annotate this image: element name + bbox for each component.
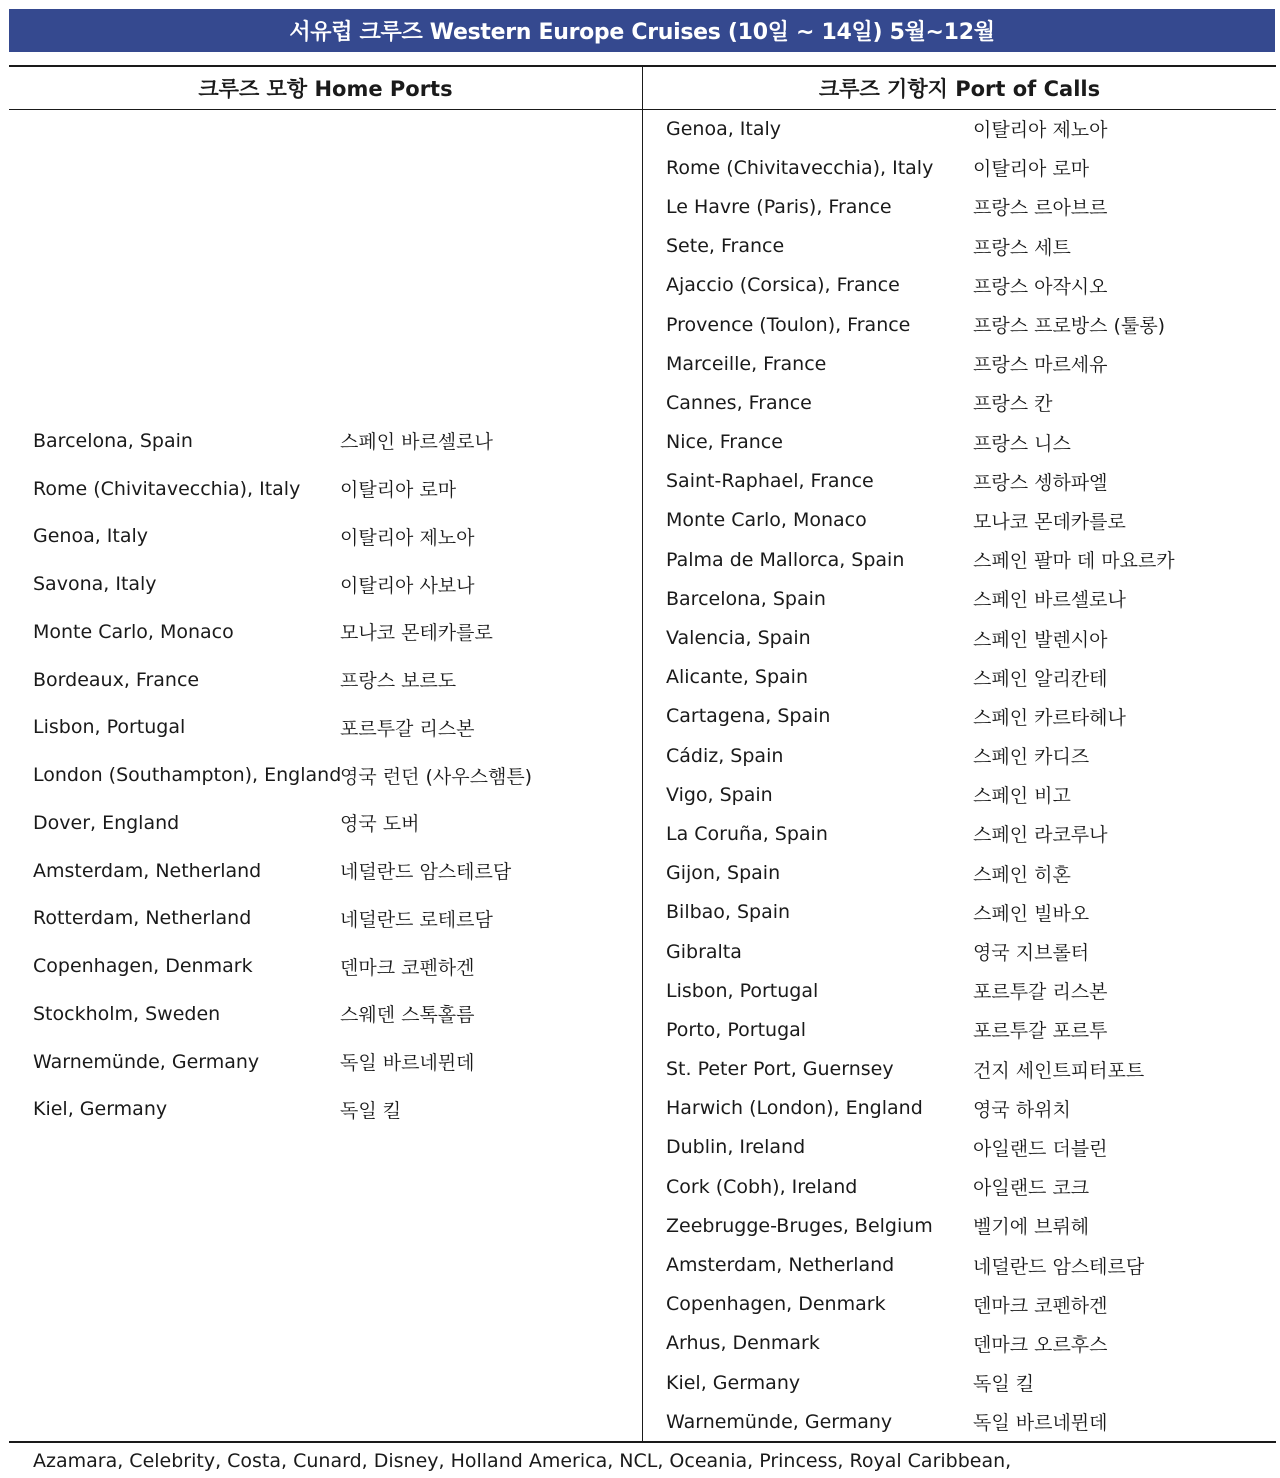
port-name-en: Nice, France	[666, 431, 783, 454]
port-name-en: Dover, England	[33, 811, 180, 834]
list-item	[666, 814, 1175, 853]
port-name-ko: 포르투갈 포르투	[973, 1020, 1108, 1043]
port-name-ko: 프랑스 셍하파엘	[973, 471, 1108, 494]
list-item	[33, 799, 532, 847]
port-name-en: Copenhagen, Denmark	[33, 955, 253, 978]
port-name-ko: 포르투갈 리스본	[340, 717, 475, 740]
list-item	[666, 1324, 1175, 1363]
port-name-en: Genoa, Italy	[33, 525, 149, 548]
port-name-ko: 스페인 바르셀로나	[340, 431, 493, 454]
port-name-ko: 스페인 발렌시아	[973, 628, 1108, 651]
port-name-ko: 스페인 카르타헤나	[973, 706, 1126, 729]
port-name-ko: 프랑스 세트	[973, 236, 1071, 259]
list-item	[666, 1167, 1175, 1206]
list-item	[33, 417, 532, 465]
port-name-en: Valencia, Spain	[666, 627, 811, 650]
list-item	[33, 513, 532, 561]
list-item	[666, 1402, 1175, 1441]
port-name-en: Sete, France	[666, 235, 785, 258]
home-ports-list	[33, 417, 532, 1133]
port-name-ko: 스페인 팔마 데 마요르카	[973, 550, 1175, 573]
list-item	[666, 305, 1175, 344]
list-item	[666, 383, 1175, 422]
cruise-lines-footer: Azamara, Celebrity, Costa, Cunard, Disney, Holland America, NCL, Oceania, Princess, Royal Caribbean,	[33, 1450, 1012, 1472]
port-of-calls-list	[666, 109, 1175, 1441]
list-item	[666, 462, 1175, 501]
port-name-en: Alicante, Spain	[666, 666, 808, 689]
list-item	[666, 618, 1175, 657]
port-name-ko: 이탈리아 제노아	[340, 526, 475, 549]
list-item	[666, 736, 1175, 775]
port-name-ko: 모나코 몬테카를로	[340, 622, 493, 645]
port-name-ko: 영국 하위치	[973, 1098, 1071, 1121]
list-item	[666, 1128, 1175, 1167]
port-name-ko: 프랑스 프로방스 (툴롱)	[973, 315, 1166, 338]
list-item	[33, 895, 532, 943]
port-name-ko: 스페인 카디즈	[973, 746, 1090, 769]
list-item	[666, 1285, 1175, 1324]
port-name-en: Barcelona, Spain	[666, 587, 826, 610]
port-name-ko: 프랑스 보르도	[340, 670, 457, 693]
port-name-en: Harwich (London), England	[666, 1097, 923, 1120]
port-name-en: Ajaccio (Corsica), France	[666, 274, 900, 297]
port-name-ko: 네덜란드 암스테르담	[973, 1255, 1145, 1278]
port-name-ko: 네덜란드 로테르담	[340, 908, 493, 931]
list-item	[666, 1010, 1175, 1049]
port-name-en: Lisbon, Portugal	[666, 979, 819, 1002]
port-name-ko: 독일 킬	[340, 1099, 402, 1122]
list-item	[666, 1089, 1175, 1128]
port-name-en: Barcelona, Spain	[33, 429, 193, 452]
port-name-ko: 프랑스 르아브르	[973, 197, 1108, 220]
port-name-ko: 건지 세인트피터포트	[973, 1059, 1145, 1082]
port-name-ko: 독일 킬	[973, 1373, 1035, 1396]
port-name-ko: 이탈리아 로마	[340, 479, 457, 502]
port-name-en: Rome (Chivitavecchia), Italy	[33, 477, 301, 500]
port-name-ko: 네덜란드 암스테르담	[340, 861, 512, 884]
page-title: 서유럽 크루즈 Western Europe Cruises (10일 ~ 14일) 5월~12월	[289, 20, 995, 45]
port-name-en: Rotterdam, Netherland	[33, 907, 252, 930]
port-name-en: Lisbon, Portugal	[33, 716, 186, 739]
list-item	[33, 847, 532, 895]
list-item	[666, 1363, 1175, 1402]
port-name-ko: 프랑스 아작시오	[973, 275, 1108, 298]
port-name-ko: 아일랜드 코크	[973, 1177, 1090, 1200]
list-item	[666, 1050, 1175, 1089]
list-item	[33, 990, 532, 1038]
list-item	[666, 266, 1175, 305]
port-name-ko: 이탈리아 제노아	[973, 119, 1108, 142]
port-name-en: Monte Carlo, Monaco	[33, 620, 234, 643]
port-name-en: La Coruña, Spain	[666, 822, 828, 845]
port-name-en: Vigo, Spain	[666, 783, 773, 806]
list-item	[666, 893, 1175, 932]
port-of-calls-header	[643, 66, 1276, 110]
port-name-ko: 스페인 히혼	[973, 863, 1071, 886]
port-name-en: Stockholm, Sweden	[33, 1002, 221, 1025]
port-name-ko: 스페인 비고	[973, 785, 1071, 808]
port-name-en: Cannes, France	[666, 391, 812, 414]
port-name-en: Zeebrugge-Bruges, Belgium	[666, 1214, 933, 1237]
port-name-en: Genoa, Italy	[666, 117, 782, 140]
list-item	[666, 344, 1175, 383]
port-name-ko: 모나코 몬데카를로	[973, 510, 1126, 533]
port-name-en: Amsterdam, Netherland	[33, 859, 262, 882]
port-name-en: Saint-Raphael, France	[666, 470, 874, 493]
port-name-en: Warnemünde, Germany	[33, 1050, 260, 1073]
port-name-en: Provence (Toulon), France	[666, 313, 911, 336]
home-ports-header-label: 크루즈 모항 Home Ports	[198, 77, 453, 101]
port-name-ko: 스페인 알리칸테	[973, 667, 1108, 690]
list-item	[666, 971, 1175, 1010]
port-name-en: Savona, Italy	[33, 573, 157, 596]
port-name-en: Gibralta	[666, 940, 742, 963]
list-item	[666, 854, 1175, 893]
port-name-ko: 아일랜드 더블린	[973, 1137, 1108, 1160]
port-name-ko: 프랑스 마르세유	[973, 354, 1108, 377]
port-name-en: Palma de Mallorca, Spain	[666, 548, 905, 571]
list-item	[33, 465, 532, 513]
port-name-en: Copenhagen, Denmark	[666, 1293, 886, 1316]
list-item	[666, 775, 1175, 814]
port-name-en: Warnemünde, Germany	[666, 1410, 893, 1433]
port-name-en: Le Havre (Paris), France	[666, 195, 892, 218]
list-item	[33, 942, 532, 990]
port-name-en: Kiel, Germany	[33, 1098, 168, 1121]
title-banner	[9, 9, 1275, 52]
port-name-ko: 스페인 라코루나	[973, 824, 1108, 847]
port-name-en: Dublin, Ireland	[666, 1136, 806, 1159]
port-name-en: Rome (Chivitavecchia), Italy	[666, 156, 934, 179]
list-item	[666, 540, 1175, 579]
port-name-ko: 벨기에 브뤼헤	[973, 1216, 1090, 1239]
list-item	[33, 656, 532, 704]
home-ports-header	[9, 66, 642, 110]
port-name-en: Bilbao, Spain	[666, 901, 791, 924]
list-item	[666, 109, 1175, 148]
port-name-en: Porto, Portugal	[666, 1018, 807, 1041]
port-name-en: Cork (Cobh), Ireland	[666, 1175, 858, 1198]
list-item	[33, 1038, 532, 1086]
port-name-ko: 프랑스 니스	[973, 432, 1071, 455]
list-item	[666, 932, 1175, 971]
port-name-en: Amsterdam, Netherland	[666, 1254, 895, 1277]
port-name-ko: 스페인 바르셀로나	[973, 589, 1126, 612]
port-name-en: St. Peter Port, Guernsey	[666, 1058, 894, 1081]
list-item	[666, 148, 1175, 187]
port-name-ko: 이탈리아 사보나	[340, 574, 475, 597]
list-item	[33, 1086, 532, 1134]
list-item	[666, 697, 1175, 736]
port-name-en: Marceille, France	[666, 352, 827, 375]
list-item	[666, 501, 1175, 540]
port-name-ko: 이탈리아 로마	[973, 158, 1090, 181]
port-name-ko: 덴마크 코펜하겐	[340, 956, 475, 979]
port-name-ko: 독일 바르네뮌데	[973, 1412, 1108, 1435]
port-name-ko: 덴마크 오르후스	[973, 1333, 1108, 1356]
list-item	[666, 423, 1175, 462]
list-item	[666, 658, 1175, 697]
port-name-en: Arhus, Denmark	[666, 1332, 820, 1355]
list-item	[666, 1245, 1175, 1284]
port-name-ko: 영국 도버	[340, 813, 420, 836]
port-name-ko: 영국 런던 (사우스햄튼)	[340, 765, 533, 788]
list-item	[666, 1206, 1175, 1245]
port-name-en: Cádiz, Spain	[666, 744, 784, 767]
port-of-calls-header-label: 크루즈 기항지 Port of Calls	[818, 77, 1101, 101]
port-name-en: Monte Carlo, Monaco	[666, 509, 867, 532]
port-name-ko: 스페인 빌바오	[973, 902, 1090, 925]
port-name-en: Bordeaux, France	[33, 668, 200, 691]
port-name-en: Kiel, Germany	[666, 1371, 801, 1394]
list-item	[33, 560, 532, 608]
list-item	[666, 579, 1175, 618]
port-name-ko: 덴마크 코펜하겐	[973, 1294, 1108, 1317]
port-name-ko: 독일 바르네뮌데	[340, 1052, 475, 1075]
list-item	[666, 227, 1175, 266]
list-item	[33, 751, 532, 799]
port-name-ko: 영국 지브롤터	[973, 942, 1090, 965]
port-name-en: Gijon, Spain	[666, 862, 781, 885]
list-item	[33, 608, 532, 656]
list-item	[666, 187, 1175, 226]
port-name-ko: 포르투갈 리스본	[973, 981, 1108, 1004]
list-item	[33, 704, 532, 752]
port-name-en: London (Southampton), England	[33, 764, 342, 787]
port-name-ko: 스웨덴 스톡홀름	[340, 1004, 475, 1027]
port-name-en: Cartagena, Spain	[666, 705, 831, 728]
port-name-ko: 프랑스 칸	[973, 393, 1053, 416]
column-divider	[642, 66, 643, 1442]
